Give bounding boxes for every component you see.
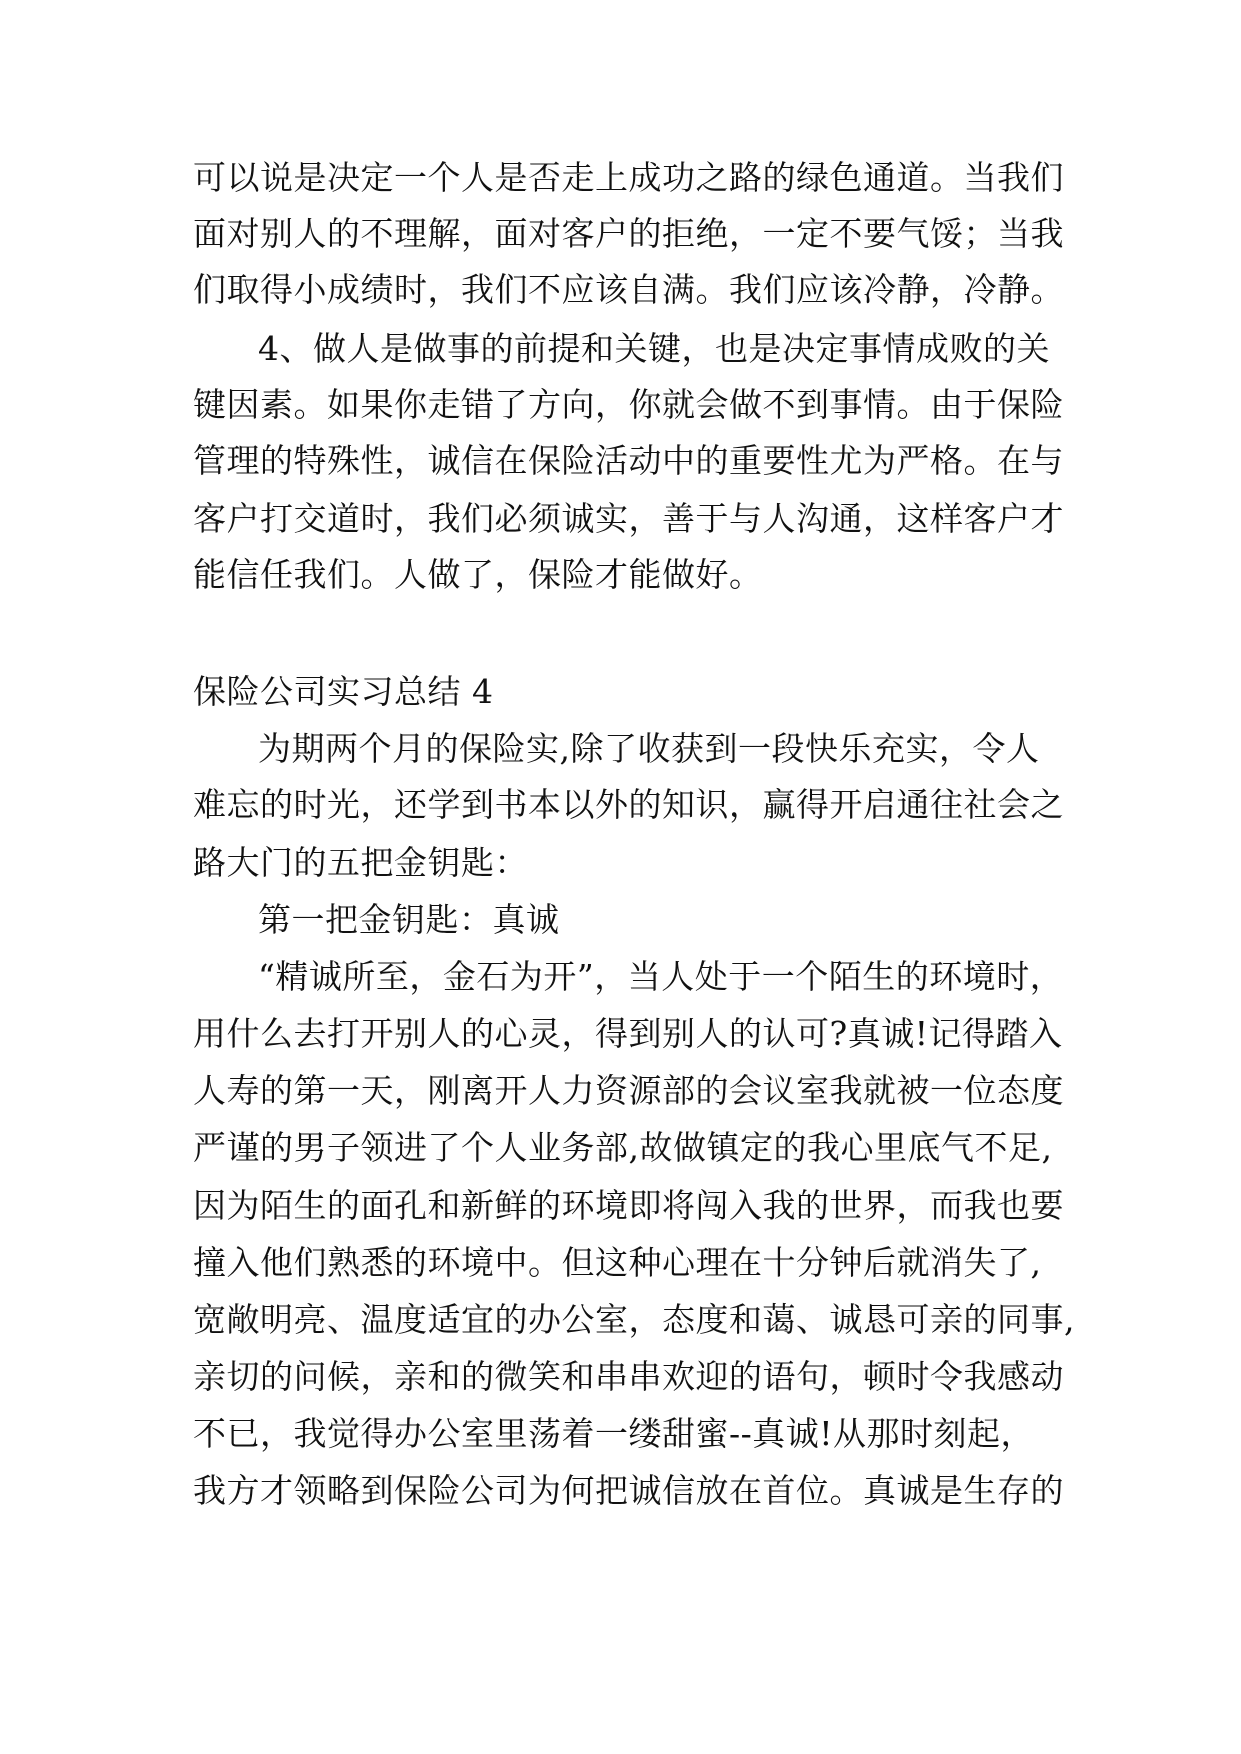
text-line: 为期两个月的保险实,除了收获到一段快乐充实，令人: [258, 729, 1040, 768]
text-line: 因为陌生的面孔和新鲜的环境即将闯入我的世界，而我也要: [193, 1186, 1064, 1225]
text-line: 客户打交道时，我们必须诚实，善于与人沟通，这样客户才: [193, 499, 1064, 538]
text-line: 能信任我们。人做了，保险才能做好。: [193, 555, 763, 594]
text-line: 难忘的时光，还学到书本以外的知识，赢得开启通往社会之: [193, 785, 1064, 824]
text-line: 用什么去打开别人的心灵，得到别人的认可?真诚!记得踏入: [193, 1014, 1063, 1053]
text-line: 键因素。如果你走错了方向，你就会做不到事情。由于保险: [193, 385, 1064, 424]
text-line: 路大门的五把金钥匙：: [193, 843, 528, 882]
text-line: 严谨的男子领进了个人业务部,故做镇定的我心里底气不足,: [193, 1128, 1053, 1167]
text-line: 4、做人是做事的前提和关键，也是决定事情成败的关: [258, 329, 1050, 368]
text-line: 们取得小成绩时，我们不应该自满。我们应该冷静，冷静。: [193, 270, 1064, 309]
text-line: 人寿的第一天，刚离开人力资源部的会议室我就被一位态度: [193, 1071, 1064, 1110]
text-line: 宽敞明亮、温度适宜的办公室，态度和蔼、诚恳可亲的同事,: [193, 1300, 1075, 1339]
text-line: 我方才领略到保险公司为何把诚信放在首位。真诚是生存的: [193, 1471, 1064, 1510]
text-line: 撞入他们熟悉的环境中。但这种心理在十分钟后就消失了,: [193, 1243, 1042, 1282]
text-line: 可以说是决定一个人是否走上成功之路的绿色通道。当我们: [193, 158, 1064, 197]
subheading: 第一把金钥匙：真诚: [258, 900, 560, 939]
text-line: 亲切的问候，亲和的微笑和串串欢迎的语句，顿时令我感动: [193, 1357, 1064, 1396]
text-line: 不已，我觉得办公室里荡着一缕甜蜜--真诚!从那时刻起，: [193, 1414, 1035, 1453]
text-line: “精诚所至，金石为开”，当人处于一个陌生的环境时，: [258, 957, 1064, 996]
text-line: 管理的特殊性，诚信在保险活动中的重要性尤为严格。在与: [193, 441, 1064, 480]
text-line: 面对别人的不理解，面对客户的拒绝，一定不要气馁；当我: [193, 214, 1064, 253]
section-title: 保险公司实习总结 4: [193, 672, 494, 711]
